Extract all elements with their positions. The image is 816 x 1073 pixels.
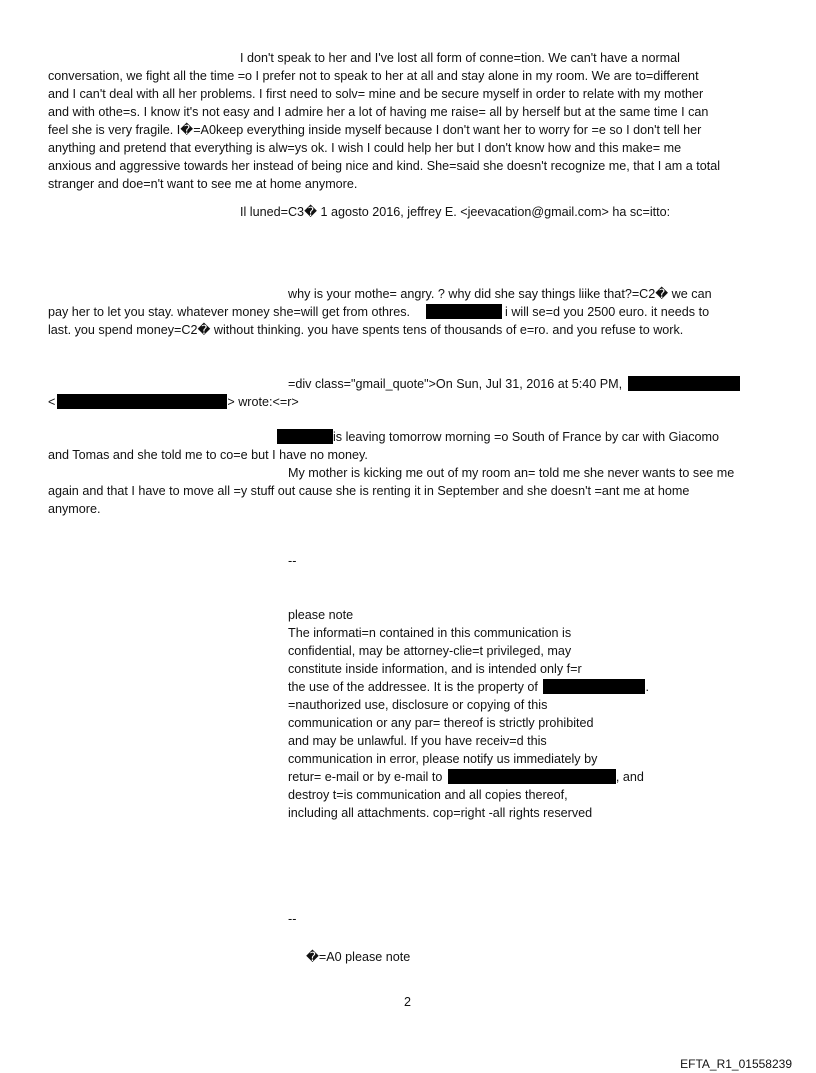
quote-line xyxy=(48,375,740,393)
disclaimer-heading: please note xyxy=(288,608,354,622)
reply-line xyxy=(48,303,712,321)
body-line: and I can't deal with all her problems. I first need to solv= mine and be secure myself in order to relate with my mother xyxy=(48,87,704,101)
reply-paragraph xyxy=(48,285,712,339)
reply-text: pay her to let you stay. whatever money she=will get from othres. xyxy=(48,305,411,319)
disclaimer-line: including all attachments. cop=right -all rights reserved xyxy=(288,806,593,820)
redaction-box xyxy=(543,679,645,694)
redaction-box xyxy=(277,429,333,444)
document-id: EFTA_R1_01558239 xyxy=(680,1057,792,1071)
page-number: 2 xyxy=(404,995,412,1009)
quote-line xyxy=(48,393,740,411)
disclaimer-line: communication or any par= thereof is strictly prohibited xyxy=(288,716,594,730)
reply-text: i will se=d you 2500 euro. it needs to xyxy=(505,305,710,319)
disclaimer-line: =nauthorized use, disclosure or copying of this xyxy=(288,698,548,712)
disclaimer-line: constitute inside information, and is intended only f=r xyxy=(288,662,582,676)
disclaimer-line: destroy t=is communication and all copies thereof, xyxy=(288,788,568,802)
body-line: I don't speak to her and I've lost all form of conne=tion. We can't have a normal xyxy=(240,51,680,65)
quote-text: =div class="gmail_quote">On Sun, Jul 31, 2016 at 5:40 PM, xyxy=(288,377,623,391)
quoted-message xyxy=(48,428,719,464)
quoted-message xyxy=(48,464,734,518)
body-line: anxious and aggressive towards her instead of being nice and kind. She=said she doesn't recognize me, that I am a total xyxy=(48,159,721,173)
confidentiality-disclaimer xyxy=(288,606,649,822)
message-line xyxy=(48,428,719,446)
message-line: My mother is kicking me out of my room an= told me she never wants to see me xyxy=(288,466,735,480)
disclaimer-line: and may be unlawful. If you have receiv=d this xyxy=(288,734,547,748)
body-line: anything and pretend that everything is alw=ys ok. I wish I could help her but I don't know how and this make= me xyxy=(48,141,682,155)
disclaimer-line: The informati=n contained in this communication is xyxy=(288,626,572,640)
redaction-box xyxy=(448,769,616,784)
message-line: anymore. xyxy=(48,502,101,516)
disclaimer-line xyxy=(288,768,649,786)
body-line: and with othe=s. I know it's not easy and I admire her a lot of having me raise= all by herself but at the same time I can xyxy=(48,105,709,119)
reply-line: last. you spend money=C2� without thinking. you have spents tens of thousands of e=ro. and you refuse to work. xyxy=(48,323,684,337)
disclaimer-text: . xyxy=(645,680,649,694)
signature-separator: -- xyxy=(288,554,297,568)
quote-text: < xyxy=(48,395,56,409)
message-line: again and that I have to move all =y stuff out cause she is renting it in September and she doesn't =ant me at home xyxy=(48,484,690,498)
email-body-paragraph xyxy=(48,49,720,193)
disclaimer-text: the use of the addressee. It is the property of xyxy=(288,680,538,694)
gmail-quote-line xyxy=(48,375,740,411)
disclaimer-line xyxy=(288,678,649,696)
message-text: is leaving tomorrow morning =o South of France by car with Giacomo xyxy=(333,430,720,444)
disclaimer-line: confidential, may be attorney-clie=t privileged, may xyxy=(288,644,572,658)
signature-separator: -- xyxy=(288,912,297,926)
redaction-box xyxy=(628,376,740,391)
disclaimer-line: communication in error, please notify us immediately by xyxy=(288,752,598,766)
body-line: feel she is very fragile. I�=A0keep everything inside myself because I don't want her to worry for =e so I don't tell her xyxy=(48,123,702,137)
quote-header: Il luned=C3� 1 agosto 2016, jeffrey E. <jeevacation@gmail.com> ha sc=itto: xyxy=(240,205,671,219)
final-note: �=A0 please note xyxy=(306,950,411,964)
redaction-box xyxy=(57,394,227,409)
body-line: conversation, we fight all the time =o I prefer not to speak to her at all and stay alone in my room. We are to=different xyxy=(48,69,699,83)
message-line: and Tomas and she told me to co=e but I have no money. xyxy=(48,448,368,462)
redaction-box xyxy=(426,304,502,319)
disclaimer-text: retur= e-mail or by e-mail to xyxy=(288,770,443,784)
disclaimer-text: , and xyxy=(615,770,644,784)
body-line: stranger and doe=n't want to see me at home anymore. xyxy=(48,177,358,191)
quote-text: > wrote:<=r> xyxy=(227,395,299,409)
reply-line: why is your mothe= angry. ? why did she say things liike that?=C2� we can xyxy=(288,287,712,301)
